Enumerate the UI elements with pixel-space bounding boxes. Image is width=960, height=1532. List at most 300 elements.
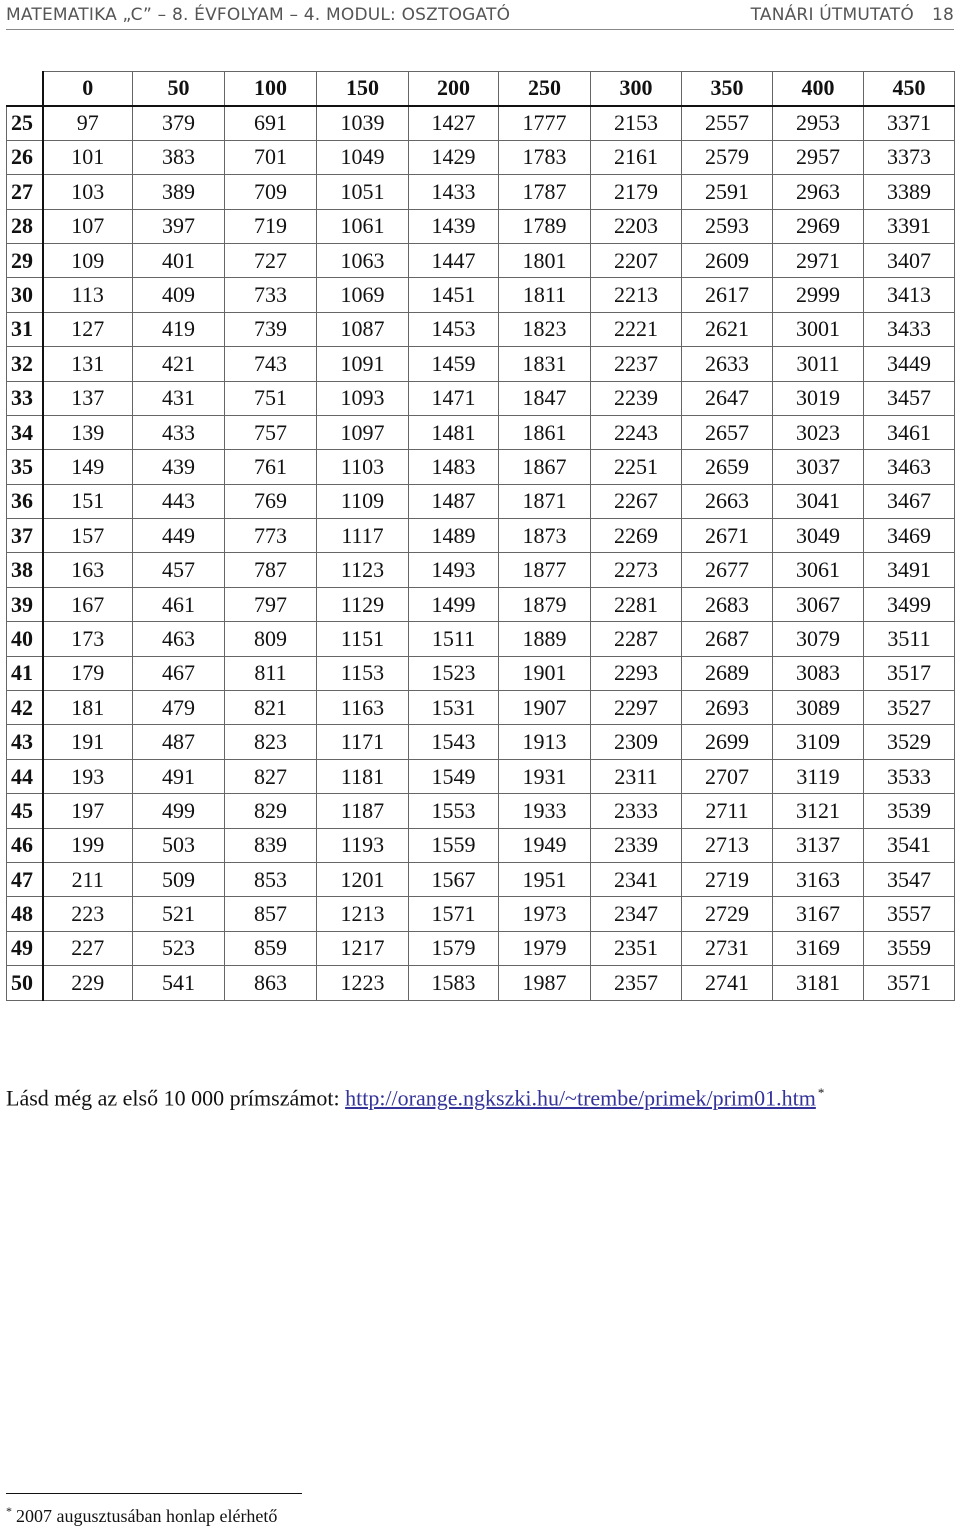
- table-cell: 2203: [591, 209, 682, 243]
- table-cell: 223: [43, 897, 133, 931]
- row-header: 33: [7, 381, 43, 415]
- table-cell: 751: [225, 381, 317, 415]
- table-body: [7, 106, 955, 1000]
- table-cell: 1193: [317, 828, 409, 862]
- table-cell: 1777: [499, 106, 591, 140]
- table-cell: 3371: [864, 106, 955, 140]
- table-cell: 3079: [773, 622, 864, 656]
- table-cell: 383: [133, 140, 225, 174]
- table-cell: 2693: [682, 691, 773, 725]
- row-header: 29: [7, 243, 43, 277]
- row-header: 34: [7, 415, 43, 449]
- table-cell: 2269: [591, 519, 682, 553]
- table-cell: 1901: [499, 656, 591, 690]
- table-cell: 2621: [682, 312, 773, 346]
- table-cell: 3517: [864, 656, 955, 690]
- table-cell: 2339: [591, 828, 682, 862]
- table-cell: 853: [225, 862, 317, 896]
- row-header: 39: [7, 587, 43, 621]
- table-cell: 2609: [682, 243, 773, 277]
- table-cell: 2237: [591, 347, 682, 381]
- table-cell: 1511: [409, 622, 499, 656]
- row-header: 25: [7, 106, 43, 140]
- table-cell: 2719: [682, 862, 773, 896]
- table-cell: 3541: [864, 828, 955, 862]
- table-cell: 191: [43, 725, 133, 759]
- table-cell: 2663: [682, 484, 773, 518]
- table-row: [7, 278, 955, 312]
- table-cell: 3467: [864, 484, 955, 518]
- table-cell: 3169: [773, 931, 864, 965]
- table-cell: 821: [225, 691, 317, 725]
- table-cell: 179: [43, 656, 133, 690]
- table-cell: 1879: [499, 587, 591, 621]
- table-cell: 2243: [591, 415, 682, 449]
- table-cell: 2357: [591, 966, 682, 1000]
- table-cell: 3469: [864, 519, 955, 553]
- table-row: [7, 862, 955, 896]
- table-cell: 1451: [409, 278, 499, 312]
- row-header: 40: [7, 622, 43, 656]
- table-cell: 3391: [864, 209, 955, 243]
- table-cell: 2671: [682, 519, 773, 553]
- table-cell: 1789: [499, 209, 591, 243]
- table-cell: 2741: [682, 966, 773, 1000]
- table-cell: 379: [133, 106, 225, 140]
- table-cell: 3547: [864, 862, 955, 896]
- table-cell: 113: [43, 278, 133, 312]
- table-cell: 1973: [499, 897, 591, 931]
- table-cell: 3037: [773, 450, 864, 484]
- table-cell: 1913: [499, 725, 591, 759]
- table-cell: 167: [43, 587, 133, 621]
- table-cell: 2711: [682, 794, 773, 828]
- column-header: 100: [225, 72, 317, 106]
- table-cell: 1471: [409, 381, 499, 415]
- table-cell: 2953: [773, 106, 864, 140]
- table-cell: 1783: [499, 140, 591, 174]
- table-cell: 2273: [591, 553, 682, 587]
- table-cell: 157: [43, 519, 133, 553]
- table-row: [7, 725, 955, 759]
- table-cell: 1049: [317, 140, 409, 174]
- table-row: [7, 312, 955, 346]
- table-cell: 757: [225, 415, 317, 449]
- table-header-row: [7, 72, 955, 106]
- table-cell: 1553: [409, 794, 499, 828]
- row-header: 43: [7, 725, 43, 759]
- row-header: 36: [7, 484, 43, 518]
- row-header: 48: [7, 897, 43, 931]
- table-cell: 3019: [773, 381, 864, 415]
- table-cell: 3167: [773, 897, 864, 931]
- table-cell: 227: [43, 931, 133, 965]
- table-cell: 181: [43, 691, 133, 725]
- table-cell: 787: [225, 553, 317, 587]
- table-cell: 1889: [499, 622, 591, 656]
- table-cell: 1439: [409, 209, 499, 243]
- table-cell: 3559: [864, 931, 955, 965]
- header-guide-label: TANÁRI ÚTMUTATÓ: [750, 5, 914, 25]
- table-cell: 3137: [773, 828, 864, 862]
- table-cell: 523: [133, 931, 225, 965]
- table-cell: 3001: [773, 312, 864, 346]
- table-cell: 733: [225, 278, 317, 312]
- table-row: [7, 656, 955, 690]
- table-cell: 521: [133, 897, 225, 931]
- row-header: 50: [7, 966, 43, 1000]
- table-cell: 1459: [409, 347, 499, 381]
- table-cell: 1151: [317, 622, 409, 656]
- table-cell: 1549: [409, 759, 499, 793]
- table-cell: 2161: [591, 140, 682, 174]
- table-cell: 1153: [317, 656, 409, 690]
- table-cell: 3449: [864, 347, 955, 381]
- table-cell: 1109: [317, 484, 409, 518]
- table-cell: 137: [43, 381, 133, 415]
- table-cell: 1087: [317, 312, 409, 346]
- table-row: [7, 209, 955, 243]
- table-cell: 1091: [317, 347, 409, 381]
- table-cell: 2281: [591, 587, 682, 621]
- table-cell: 2689: [682, 656, 773, 690]
- table-cell: 509: [133, 862, 225, 896]
- table-row: [7, 828, 955, 862]
- table-cell: 3109: [773, 725, 864, 759]
- table-cell: 211: [43, 862, 133, 896]
- table-cell: 3407: [864, 243, 955, 277]
- table-row: [7, 106, 955, 140]
- table-cell: 2699: [682, 725, 773, 759]
- table-cell: 1951: [499, 862, 591, 896]
- table-cell: 1223: [317, 966, 409, 1000]
- row-header: 49: [7, 931, 43, 965]
- table-cell: 1187: [317, 794, 409, 828]
- table-cell: 1907: [499, 691, 591, 725]
- table-cell: 1103: [317, 450, 409, 484]
- table-cell: 1787: [499, 175, 591, 209]
- row-header: 42: [7, 691, 43, 725]
- table-cell: 1433: [409, 175, 499, 209]
- table-cell: 859: [225, 931, 317, 965]
- table-cell: 2687: [682, 622, 773, 656]
- table-cell: 1129: [317, 587, 409, 621]
- table-cell: 463: [133, 622, 225, 656]
- table-cell: 409: [133, 278, 225, 312]
- table-row: [7, 966, 955, 1000]
- table-cell: 1801: [499, 243, 591, 277]
- table-cell: 2999: [773, 278, 864, 312]
- column-header: 350: [682, 72, 773, 106]
- table-cell: 1861: [499, 415, 591, 449]
- table-cell: 1871: [499, 484, 591, 518]
- column-header: 250: [499, 72, 591, 106]
- table-cell: 2213: [591, 278, 682, 312]
- table-cell: 1481: [409, 415, 499, 449]
- table-cell: 1571: [409, 897, 499, 931]
- table-cell: 1117: [317, 519, 409, 553]
- table-cell: 2579: [682, 140, 773, 174]
- table-cell: 193: [43, 759, 133, 793]
- table-cell: 1063: [317, 243, 409, 277]
- table-cell: 1979: [499, 931, 591, 965]
- table-cell: 2311: [591, 759, 682, 793]
- table-cell: 2341: [591, 862, 682, 896]
- table-cell: 139: [43, 415, 133, 449]
- table-cell: 1877: [499, 553, 591, 587]
- table-cell: 2729: [682, 897, 773, 931]
- table-cell: 487: [133, 725, 225, 759]
- table-cell: 109: [43, 243, 133, 277]
- table-cell: 1061: [317, 209, 409, 243]
- row-header: 32: [7, 347, 43, 381]
- table-cell: 401: [133, 243, 225, 277]
- table-cell: 2957: [773, 140, 864, 174]
- table-cell: 1543: [409, 725, 499, 759]
- footnote-divider: [6, 1493, 302, 1494]
- table-cell: 739: [225, 312, 317, 346]
- table-cell: 2969: [773, 209, 864, 243]
- table-cell: 2677: [682, 553, 773, 587]
- table-cell: 2153: [591, 106, 682, 140]
- table-row: [7, 622, 955, 656]
- table-cell: 2647: [682, 381, 773, 415]
- footnote-text: 2007 augusztusában honlap elérhető: [16, 1506, 278, 1526]
- table-cell: 2309: [591, 725, 682, 759]
- table-cell: 229: [43, 966, 133, 1000]
- table-cell: 1201: [317, 862, 409, 896]
- table-cell: 727: [225, 243, 317, 277]
- table-cell: 3533: [864, 759, 955, 793]
- table-cell: 1097: [317, 415, 409, 449]
- table-cell: 1823: [499, 312, 591, 346]
- table-cell: 3461: [864, 415, 955, 449]
- table-cell: 3089: [773, 691, 864, 725]
- row-header: 46: [7, 828, 43, 862]
- table-cell: 809: [225, 622, 317, 656]
- table-cell: 2347: [591, 897, 682, 931]
- table-cell: 503: [133, 828, 225, 862]
- table-row: [7, 553, 955, 587]
- table-row: [7, 897, 955, 931]
- table-row: [7, 381, 955, 415]
- table-cell: 1093: [317, 381, 409, 415]
- table-cell: 3061: [773, 553, 864, 587]
- table-cell: 2657: [682, 415, 773, 449]
- table-cell: 461: [133, 587, 225, 621]
- table-cell: 431: [133, 381, 225, 415]
- table-cell: 2287: [591, 622, 682, 656]
- prime-list-link[interactable]: http://orange.ngkszki.hu/~trembe/primek/prim01.htm: [345, 1085, 816, 1111]
- table-cell: 1831: [499, 347, 591, 381]
- column-header: 450: [864, 72, 955, 106]
- table-row: [7, 587, 955, 621]
- header-title: MATEMATIKA „C” – 8. ÉVFOLYAM – 4. MODUL: OSZTOGATÓ: [6, 5, 511, 25]
- table-cell: 3539: [864, 794, 955, 828]
- row-header: 37: [7, 519, 43, 553]
- row-header: 44: [7, 759, 43, 793]
- row-header: 35: [7, 450, 43, 484]
- table-cell: 709: [225, 175, 317, 209]
- table-cell: 3389: [864, 175, 955, 209]
- table-cell: 1949: [499, 828, 591, 862]
- table-cell: 1583: [409, 966, 499, 1000]
- table-cell: 2659: [682, 450, 773, 484]
- table-cell: 863: [225, 966, 317, 1000]
- table-cell: 541: [133, 966, 225, 1000]
- table-cell: 1933: [499, 794, 591, 828]
- table-cell: 827: [225, 759, 317, 793]
- table-cell: 829: [225, 794, 317, 828]
- table-cell: 1987: [499, 966, 591, 1000]
- table-cell: 2297: [591, 691, 682, 725]
- table-cell: 857: [225, 897, 317, 931]
- table-cell: 1483: [409, 450, 499, 484]
- table-cell: 2593: [682, 209, 773, 243]
- table-cell: 1429: [409, 140, 499, 174]
- table-row: [7, 140, 955, 174]
- table-cell: 2713: [682, 828, 773, 862]
- table-cell: 1427: [409, 106, 499, 140]
- table-cell: 149: [43, 450, 133, 484]
- table-cell: 1171: [317, 725, 409, 759]
- table-cell: 1811: [499, 278, 591, 312]
- table-cell: 151: [43, 484, 133, 518]
- table-cell: 449: [133, 519, 225, 553]
- table-cell: 491: [133, 759, 225, 793]
- footnote-mark: *: [6, 1504, 12, 1518]
- table-cell: 1213: [317, 897, 409, 931]
- table-cell: 127: [43, 312, 133, 346]
- see-also-line: [6, 1085, 824, 1111]
- row-header: 38: [7, 553, 43, 587]
- table-cell: 163: [43, 553, 133, 587]
- column-header: 0: [43, 72, 133, 106]
- table-cell: 2731: [682, 931, 773, 965]
- prime-table: [6, 71, 955, 1001]
- table-cell: 3463: [864, 450, 955, 484]
- table-cell: 3571: [864, 966, 955, 1000]
- table-cell: 3163: [773, 862, 864, 896]
- table-cell: 3121: [773, 794, 864, 828]
- table-cell: 811: [225, 656, 317, 690]
- column-header: 300: [591, 72, 682, 106]
- table-cell: 199: [43, 828, 133, 862]
- table-cell: 1499: [409, 587, 499, 621]
- table-cell: 2591: [682, 175, 773, 209]
- table-cell: 1931: [499, 759, 591, 793]
- table-cell: 3527: [864, 691, 955, 725]
- table-cell: 499: [133, 794, 225, 828]
- table-cell: 1453: [409, 312, 499, 346]
- table-corner: [7, 72, 43, 106]
- table-cell: 1039: [317, 106, 409, 140]
- column-header: 150: [317, 72, 409, 106]
- row-header: 41: [7, 656, 43, 690]
- table-cell: 2707: [682, 759, 773, 793]
- table-cell: 1531: [409, 691, 499, 725]
- table-cell: 2971: [773, 243, 864, 277]
- table-cell: 701: [225, 140, 317, 174]
- table-cell: 2267: [591, 484, 682, 518]
- page-header: [6, 2, 954, 30]
- table-cell: 2239: [591, 381, 682, 415]
- table-cell: 2221: [591, 312, 682, 346]
- table-cell: 3529: [864, 725, 955, 759]
- table-cell: 761: [225, 450, 317, 484]
- row-header: 47: [7, 862, 43, 896]
- table-cell: 1447: [409, 243, 499, 277]
- table-cell: 1523: [409, 656, 499, 690]
- row-header: 27: [7, 175, 43, 209]
- table-cell: 173: [43, 622, 133, 656]
- table-cell: 457: [133, 553, 225, 587]
- table-cell: 1069: [317, 278, 409, 312]
- table-cell: 419: [133, 312, 225, 346]
- row-header: 31: [7, 312, 43, 346]
- table-cell: 3557: [864, 897, 955, 931]
- table-cell: 3011: [773, 347, 864, 381]
- table-cell: 1847: [499, 381, 591, 415]
- row-header: 26: [7, 140, 43, 174]
- table-cell: 1123: [317, 553, 409, 587]
- table-cell: 743: [225, 347, 317, 381]
- table-row: [7, 759, 955, 793]
- table-cell: 2963: [773, 175, 864, 209]
- table-cell: 421: [133, 347, 225, 381]
- table-cell: 2633: [682, 347, 773, 381]
- table-cell: 1867: [499, 450, 591, 484]
- table-cell: 2207: [591, 243, 682, 277]
- table-row: [7, 484, 955, 518]
- table-cell: 839: [225, 828, 317, 862]
- table-cell: 3181: [773, 966, 864, 1000]
- table-cell: 773: [225, 519, 317, 553]
- table-cell: 2251: [591, 450, 682, 484]
- table-row: [7, 519, 955, 553]
- table-row: [7, 794, 955, 828]
- table-cell: 3511: [864, 622, 955, 656]
- table-cell: 3067: [773, 587, 864, 621]
- table-cell: 101: [43, 140, 133, 174]
- table-cell: 3491: [864, 553, 955, 587]
- table-cell: 443: [133, 484, 225, 518]
- table-cell: 1559: [409, 828, 499, 862]
- column-header: 200: [409, 72, 499, 106]
- table-cell: 479: [133, 691, 225, 725]
- table-row: [7, 691, 955, 725]
- table-cell: 389: [133, 175, 225, 209]
- table-cell: 3049: [773, 519, 864, 553]
- table-cell: 719: [225, 209, 317, 243]
- table-cell: 1181: [317, 759, 409, 793]
- row-header: 45: [7, 794, 43, 828]
- table-cell: 3119: [773, 759, 864, 793]
- row-header: 30: [7, 278, 43, 312]
- table-cell: 823: [225, 725, 317, 759]
- row-header: 28: [7, 209, 43, 243]
- see-also-text: Lásd még az első 10 000 prímszámot:: [6, 1085, 346, 1111]
- table-cell: 131: [43, 347, 133, 381]
- table-cell: 433: [133, 415, 225, 449]
- table-row: [7, 450, 955, 484]
- table-cell: 3023: [773, 415, 864, 449]
- table-cell: 2293: [591, 656, 682, 690]
- table-cell: 1051: [317, 175, 409, 209]
- table-cell: 97: [43, 106, 133, 140]
- table-cell: 2333: [591, 794, 682, 828]
- column-header: 400: [773, 72, 864, 106]
